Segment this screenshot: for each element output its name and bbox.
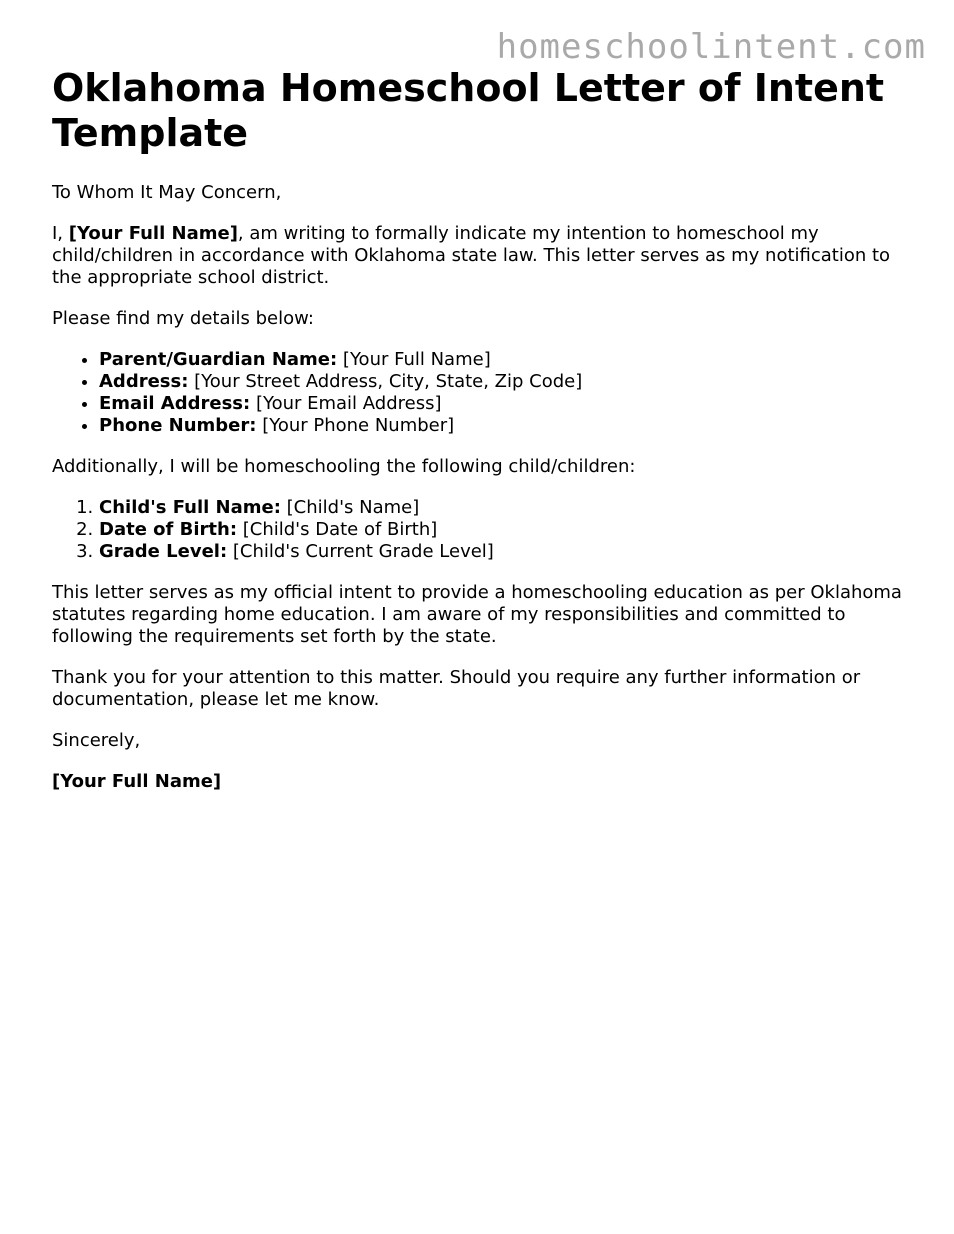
intro-prefix: I,	[52, 223, 69, 244]
letter-page	[52, 66, 912, 812]
thanks-paragraph: Thank you for your attention to this matter. Should you require any further information or documentation, please let me know.	[52, 667, 861, 710]
list-item	[99, 415, 912, 437]
child-value: [Child's Name]	[280, 497, 420, 518]
signature-name: [Your Full Name]	[52, 771, 222, 792]
detail-value: [Your Email Address]	[250, 393, 442, 414]
list-item	[99, 393, 912, 415]
list-item	[99, 519, 912, 541]
detail-label: Address:	[99, 371, 189, 392]
watermark: homeschoolintent.com	[496, 27, 926, 67]
list-item	[99, 497, 912, 519]
children-list	[52, 497, 912, 563]
child-label: Grade Level:	[99, 541, 228, 562]
children-intro: Additionally, I will be homeschooling the following child/children:	[52, 456, 636, 477]
detail-value: [Your Street Address, City, State, Zip Code]	[188, 371, 583, 392]
list-item	[99, 371, 912, 393]
details-intro: Please find my details below:	[52, 308, 314, 329]
signature	[52, 771, 912, 793]
detail-label: Email Address:	[99, 393, 251, 414]
details-list	[52, 349, 912, 437]
child-label: Child's Full Name:	[99, 497, 281, 518]
intent-paragraph: This letter serves as my official intent to provide a homeschooling education as per Oklahoma statutes regarding home education. I am aware of my responsibilities and committed to following the requirements set forth by the state.	[52, 582, 902, 647]
detail-value: [Your Full Name]	[337, 349, 491, 370]
detail-label: Phone Number:	[99, 415, 257, 436]
intro-name-placeholder: [Your Full Name]	[68, 223, 238, 244]
intro-paragraph	[52, 223, 912, 289]
detail-value: [Your Phone Number]	[256, 415, 455, 436]
child-value: [Child's Current Grade Level]	[227, 541, 494, 562]
list-item	[99, 541, 912, 563]
intro-suffix: , am writing to formally indicate my intention to homeschool my child/children in accordance with Oklahoma state law. This letter serves as my notification to the appropriate school district.	[52, 223, 891, 288]
closing: Sincerely,	[52, 730, 141, 751]
page-title: Oklahoma Homeschool Letter of Intent Template	[52, 66, 885, 155]
salutation: To Whom It May Concern,	[52, 182, 282, 203]
child-label: Date of Birth:	[99, 519, 238, 540]
detail-label: Parent/Guardian Name:	[99, 349, 338, 370]
list-item	[99, 349, 912, 371]
child-value: [Child's Date of Birth]	[237, 519, 438, 540]
